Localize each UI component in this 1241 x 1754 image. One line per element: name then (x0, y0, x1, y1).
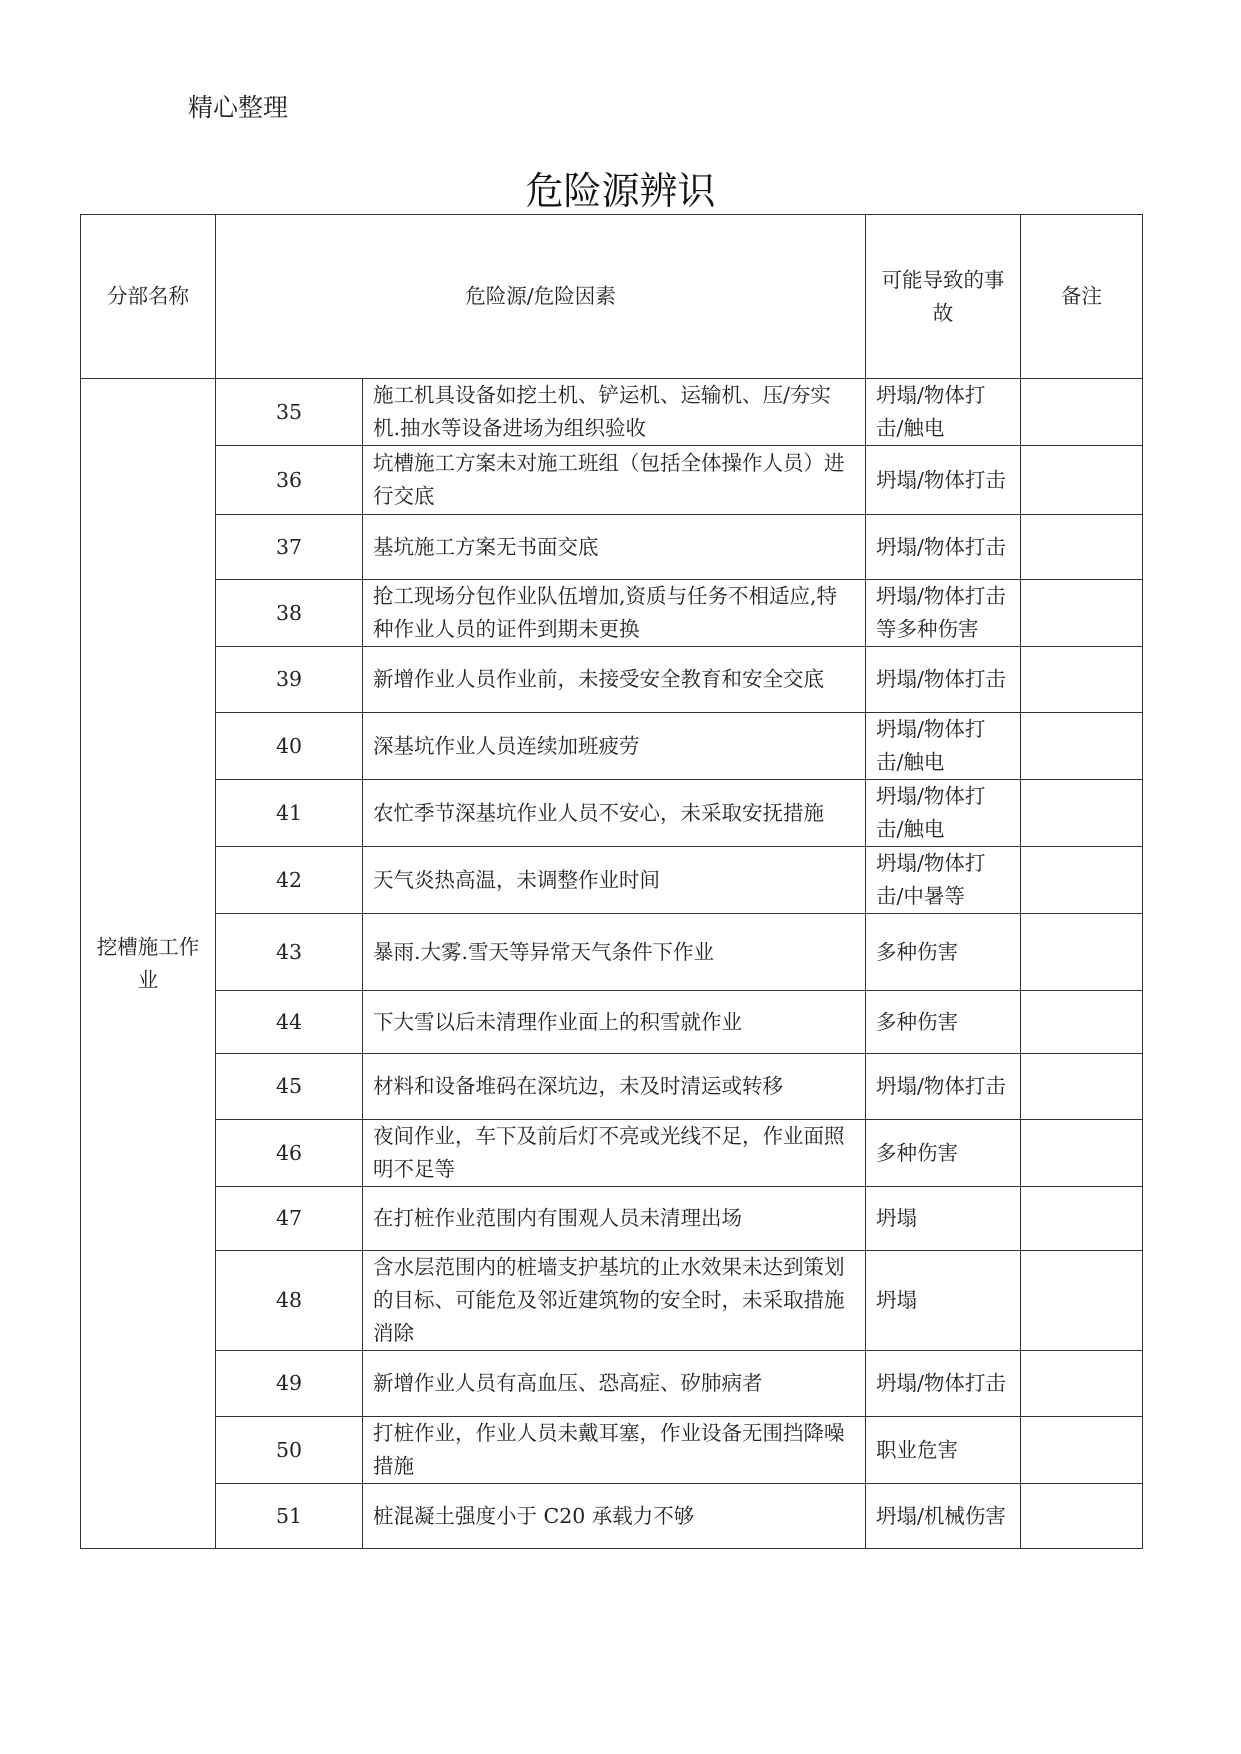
possible-accident: 坍塌/物体打击/触电 (866, 780, 1021, 847)
table-row (81, 1054, 1143, 1120)
hazard-description: 基坑施工方案无书面交底 (363, 515, 866, 580)
table-row (81, 713, 1143, 780)
hazard-description: 含水层范围内的桩墙支护基坑的止水效果未达到策划的目标、可能危及邻近建筑物的安全时，未采取措施消除 (363, 1251, 866, 1351)
hazard-description: 桩混凝土强度小于 C20 承载力不够 (363, 1484, 866, 1549)
table-row (81, 1251, 1143, 1351)
remark-cell (1021, 1054, 1143, 1120)
hazard-description: 下大雪以后未清理作业面上的积雪就作业 (363, 991, 866, 1054)
possible-accident: 多种伤害 (866, 1120, 1021, 1187)
row-number: 44 (216, 991, 363, 1054)
header-accident: 可能导致的事故 (866, 215, 1021, 379)
row-number: 42 (216, 847, 363, 914)
row-number: 46 (216, 1120, 363, 1187)
remark-cell (1021, 515, 1143, 580)
hazard-description: 新增作业人员作业前，未接受安全教育和安全交底 (363, 647, 866, 713)
row-number: 43 (216, 914, 363, 991)
hazard-description: 新增作业人员有高血压、恐高症、矽肺病者 (363, 1351, 866, 1417)
remark-cell (1021, 1417, 1143, 1484)
table-row (81, 580, 1143, 647)
row-number: 35 (216, 379, 363, 446)
possible-accident: 坍塌/物体打击/触电 (866, 713, 1021, 780)
hazard-description: 暴雨.大雾.雪天等异常天气条件下作业 (363, 914, 866, 991)
row-number: 48 (216, 1251, 363, 1351)
hazard-description: 农忙季节深基坑作业人员不安心，未采取安抚措施 (363, 780, 866, 847)
table-row (81, 647, 1143, 713)
possible-accident: 多种伤害 (866, 914, 1021, 991)
row-number: 36 (216, 446, 363, 515)
remark-cell (1021, 847, 1143, 914)
row-number: 50 (216, 1417, 363, 1484)
table-row (81, 515, 1143, 580)
possible-accident: 坍塌 (866, 1187, 1021, 1251)
hazard-description: 在打桩作业范围内有围观人员未清理出场 (363, 1187, 866, 1251)
header-note: 精心整理 (188, 93, 289, 122)
table-row (81, 379, 1143, 446)
table-row (81, 991, 1143, 1054)
table-row (81, 847, 1143, 914)
hazard-description: 抢工现场分包作业队伍增加,资质与任务不相适应,特种作业人员的证件到期未更换 (363, 580, 866, 647)
possible-accident: 坍塌 (866, 1251, 1021, 1351)
row-number: 51 (216, 1484, 363, 1549)
hazard-description: 深基坑作业人员连续加班疲劳 (363, 713, 866, 780)
row-number: 49 (216, 1351, 363, 1417)
table-row (81, 1484, 1143, 1549)
remark-cell (1021, 580, 1143, 647)
possible-accident: 多种伤害 (866, 991, 1021, 1054)
possible-accident: 坍塌/物体打击 (866, 1054, 1021, 1120)
document-title: 危险源辨识 (525, 169, 716, 213)
possible-accident: 坍塌/物体打击等多种伤害 (866, 580, 1021, 647)
possible-accident: 坍塌/物体打击 (866, 446, 1021, 515)
row-number: 47 (216, 1187, 363, 1251)
remark-cell (1021, 780, 1143, 847)
remark-cell (1021, 991, 1143, 1054)
hazard-description: 施工机具设备如挖土机、铲运机、运输机、压/夯实机.抽水等设备进场为组织验收 (363, 379, 866, 446)
hazard-description: 天气炎热高温，未调整作业时间 (363, 847, 866, 914)
hazard-description: 夜间作业，车下及前后灯不亮或光线不足，作业面照明不足等 (363, 1120, 866, 1187)
remark-cell (1021, 647, 1143, 713)
row-number: 45 (216, 1054, 363, 1120)
row-number: 38 (216, 580, 363, 647)
table-body (81, 379, 1143, 1549)
remark-cell (1021, 1351, 1143, 1417)
possible-accident: 职业危害 (866, 1417, 1021, 1484)
remark-cell (1021, 914, 1143, 991)
remark-cell (1021, 1484, 1143, 1549)
remark-cell (1021, 1251, 1143, 1351)
remark-cell (1021, 379, 1143, 446)
table-row (81, 446, 1143, 515)
hazard-description: 材料和设备堆码在深坑边，未及时清运或转移 (363, 1054, 866, 1120)
hazard-description: 打桩作业，作业人员未戴耳塞，作业设备无围挡降噪措施 (363, 1417, 866, 1484)
row-number: 39 (216, 647, 363, 713)
header-remark: 备注 (1021, 215, 1143, 379)
possible-accident: 坍塌/机械伤害 (866, 1484, 1021, 1549)
hazard-description: 坑槽施工方案未对施工班组（包括全体操作人员）进行交底 (363, 446, 866, 515)
table-row (81, 1187, 1143, 1251)
header-hazard: 危险源/危险因素 (216, 215, 866, 379)
table-header-row (81, 215, 1143, 379)
table-row (81, 1120, 1143, 1187)
hazard-table (80, 214, 1143, 1549)
possible-accident: 坍塌/物体打击/触电 (866, 379, 1021, 446)
remark-cell (1021, 713, 1143, 780)
remark-cell (1021, 1120, 1143, 1187)
department-cell: 挖槽施工作业 (81, 379, 216, 1549)
row-number: 37 (216, 515, 363, 580)
possible-accident: 坍塌/物体打击 (866, 647, 1021, 713)
possible-accident: 坍塌/物体打击 (866, 1351, 1021, 1417)
header-department: 分部名称 (81, 215, 216, 379)
table-row (81, 1351, 1143, 1417)
remark-cell (1021, 446, 1143, 515)
table-row (81, 1417, 1143, 1484)
remark-cell (1021, 1187, 1143, 1251)
row-number: 40 (216, 713, 363, 780)
table-row (81, 780, 1143, 847)
table-row (81, 914, 1143, 991)
row-number: 41 (216, 780, 363, 847)
possible-accident: 坍塌/物体打击 (866, 515, 1021, 580)
possible-accident: 坍塌/物体打击/中暑等 (866, 847, 1021, 914)
